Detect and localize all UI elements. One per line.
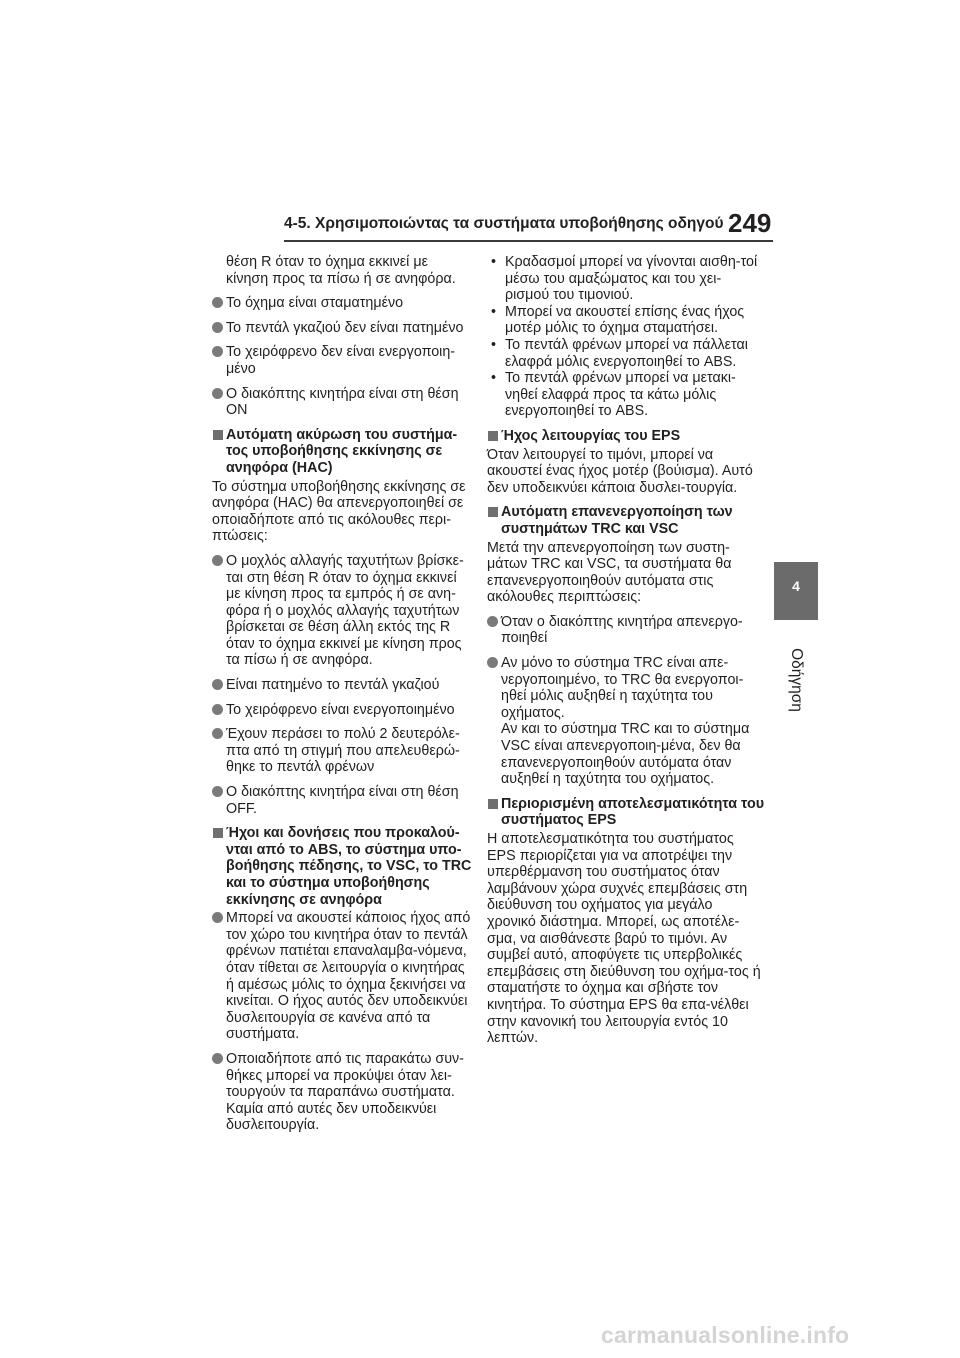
bullet-dot-icon: • [491, 370, 497, 387]
list-item: Ο μοχλός αλλαγής ταχυτήτων βρίσκε-ται στη θέση R όταν το όχημα εκκινεί με κίνηση προς τα εμπρός ή σε ανη-φόρα ή ο μοχλός αλλαγής ταχυτήτων βρίσκεται σε θέση άλλη εκτός της R όταν το όχημα εκκινεί με κίνηση προς τα πίσω ή σε ανηφόρα. [212, 553, 474, 669]
bullet-dot-icon [487, 657, 498, 668]
bullet-dot-icon: • [491, 254, 497, 270]
dash-list [487, 254, 765, 420]
list-item: Το χειρόφρενο είναι ενεργοποιημένο [212, 702, 474, 719]
eps-text: Όταν λειτουργεί το τιμόνι, μπορεί να ακουστεί ένας ήχος μοτέρ (βούισμα). Αυτό δεν υποδεικνύει κάποια δυσλει-τουργία. [487, 446, 753, 496]
list-item: Ο διακόπτης κινητήρα είναι στη θέση OFF. [212, 784, 474, 817]
section-heading-sounds: Ήχοι και δονήσεις που προκαλού-νται από το ABS, το σύστημα υπο-βοήθησης πέδησης, το VSC, το TRC και το σύστημα υποβοήθησης εκκίνησης σε ανηφόρα [212, 825, 474, 908]
list-item: Το όχημα είναι σταματημένο [212, 295, 474, 312]
bullet-dot-icon [212, 912, 223, 923]
list-item: Ο διακόπτης κινητήρα είναι στη θέση ΟΝ [212, 386, 474, 419]
watermark: carmanualsonline.info [601, 1322, 850, 1348]
square-bullet-icon [488, 507, 498, 517]
reactivation-text: Μετά την απενεργοποίηση των συστη-μάτων TRC και VSC, τα συστήματα θα επανενεργοποιηθούν αυτόματα στις ακόλουθες περιπτώσεις: [487, 539, 732, 606]
bullet-dot-icon: • [491, 336, 497, 353]
chapter-label: Οδήγηση [788, 648, 805, 712]
hac-text: Το σύστημα υποβοήθησης εκκίνησης σε ανηφόρα (HAC) θα απενεργοποιηθεί σε οποιαδήποτε από τις ακόλουθες περι-πτώσεις: [212, 478, 466, 545]
bullet-dot-icon [212, 704, 223, 715]
chapter-tab[interactable] [774, 562, 818, 620]
chapter-tab-number: 4 [792, 578, 800, 594]
intro-continuation: θέση R όταν το όχημα εκκινεί με κίνηση προς τα πίσω ή σε ανηφόρα. [226, 254, 456, 287]
left-column [212, 254, 474, 1142]
square-bullet-icon [213, 430, 223, 440]
bullet-dot-icon [212, 388, 223, 399]
section-heading-limited-eps: Περιορισμένη αποτελεσματικότητα του συστήματος EPS [487, 796, 765, 829]
list-item: Μπορεί να ακουστεί κάποιος ήχος από τον χώρο του κινητήρα όταν το πεντάλ φρένων πατιέται επαναλαμβα-νόμενα, όταν τίθεται σε λειτουργία ο κινητήρας ή αμέσως μόλις το όχημα ξεκινήσει να κινείται. Ο ήχος αυτός δεν υποδεικνύει δυσλειτουργία σε κανένα από τα συστήματα. [212, 910, 474, 1043]
list-item: Οποιαδήποτε από τις παρακάτω συν-θήκες μπορεί να προκύψει όταν λει-τουργούν τα παραπάνω συστήματα. Καμία από αυτές δεν υποδεικνύει δυσλειτουργία. [212, 1051, 474, 1134]
bullet-dot-icon [212, 322, 223, 333]
section-heading-hac: Αυτόματη ακύρωση του συστήμα-τος υποβοήθησης εκκίνησης σε ανηφόρα (HAC) [212, 427, 474, 477]
section-heading-eps-sound: Ήχος λειτουργίας του EPS [487, 428, 765, 445]
list-item: Το πεντάλ γκαζιού δεν είναι πατημένο [212, 320, 474, 337]
list-item: Όταν ο διακόπτης κινητήρα απενεργο-ποιηθεί [487, 614, 765, 647]
bullet-dot-icon [212, 679, 223, 690]
list-item: • Μπορεί να ακουστεί επίσης ένας ήχος μοτέρ μόλις το όχημα σταματήσει. [491, 303, 745, 337]
header-rule [284, 240, 773, 242]
section-heading-reactivation: Αυτόματη επανενεργοποίηση των συστημάτων TRC και VSC [487, 504, 765, 537]
list-item: • Το πεντάλ φρένων μπορεί να πάλλεται ελαφρά μόλις ενεργοποιηθεί το ABS. [491, 336, 748, 370]
bullet-dot-icon [212, 346, 223, 357]
header-title: 4-5. Χρησιμοποιώντας τα συστήματα υποβοήθησης οδηγού [284, 215, 724, 232]
list-item: Είναι πατημένο το πεντάλ γκαζιού [212, 677, 474, 694]
square-bullet-icon [488, 799, 498, 809]
square-bullet-icon [488, 431, 498, 441]
bullet-dot-icon [212, 1053, 223, 1064]
list-item: Το χειρόφρενο δεν είναι ενεργοποιη-μένο [212, 344, 474, 377]
bullet-dot-icon [212, 786, 223, 797]
bullet-dot-icon: • [491, 303, 497, 320]
list-item: • Κραδασμοί μπορεί να γίνονται αισθη-τοί μέσω του αμαξώματος και του χει-ρισμού του τιμονιού. [491, 254, 758, 304]
limited-text: Η αποτελεσματικότητα του συστήματος EPS περιορίζεται για να αποτρέψει την υπερθέρμανση του συστήματος όταν λαμβάνουν χώρα συχνές επεμβάσεις στη διεύθυνση του οχήματος για μεγάλο χρονικό διάστημα. Μπορεί, ως αποτέλε-σμα, να αισθάνεστε βαρύ το τιμόνι. Αν συμβεί αυτό, αποφύγετε τις υπερβολικές επεμβάσεις στη διεύθυνση του οχήμα-τος ή σταματήστε το όχημα και σβήστε τον κινητήρα. Το σύστημα EPS θα επα-νέλθει στην κανονική του λειτουργία εντός 10 λεπτών. [487, 831, 761, 1047]
bullet-dot-icon [212, 297, 223, 308]
bullet-dot-icon [487, 616, 498, 627]
list-item: • Το πεντάλ φρένων μπορεί να μετακι-νηθεί ελαφρά προς τα κάτω μόλις ενεργοποιηθεί το ABS. [491, 370, 736, 420]
right-column [487, 254, 765, 1055]
list-item: Έχουν περάσει το πολύ 2 δευτερόλε-πτα από τη στιγμή που απελευθερώ-θηκε το πεντάλ φρένων [212, 726, 474, 776]
bullet-dot-icon [212, 728, 223, 739]
list-item: Αν μόνο το σύστημα TRC είναι απε-νεργοποιημένο, το TRC θα ενεργοποι-ηθεί μόλις αυξηθεί η ταχύτητα του οχήματος. Αν και το σύστημα TRC και το σύστημα VSC είναι απενεργοποιη-μένα, δεν θα επανενεργοποιηθούν αυτόματα όταν αυξηθεί η ταχύτητα του οχήματος. [487, 655, 765, 788]
square-bullet-icon [213, 828, 223, 838]
page-number: 249 [728, 208, 772, 238]
bullet-dot-icon [212, 555, 223, 566]
